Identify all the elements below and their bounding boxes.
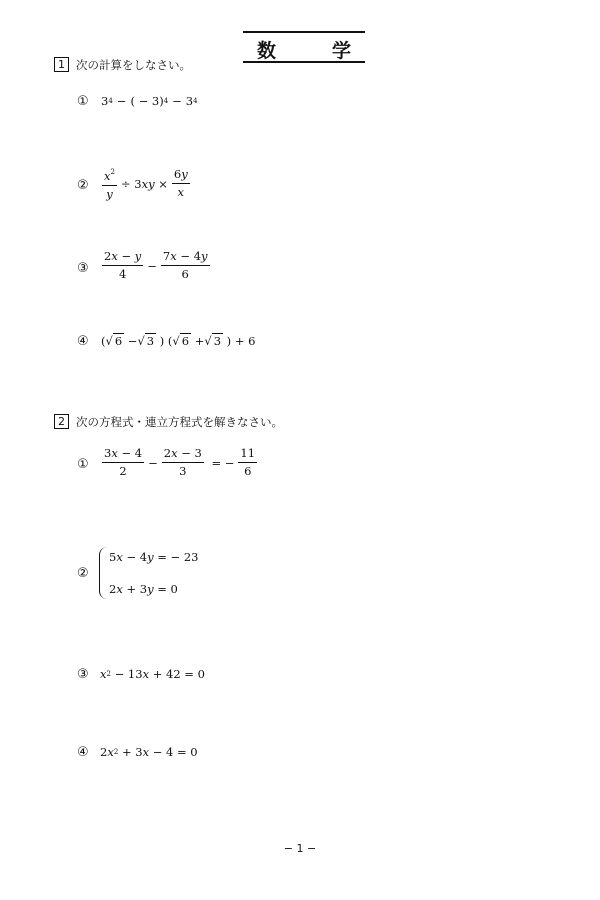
q1-problem-4-expression: ( √ 6 − √ 3 ) ( √ 6 + √ 3 ) + 6 xyxy=(101,334,256,348)
q2-problem-4-number: ④ xyxy=(77,745,89,760)
page-number: − 1 − xyxy=(283,842,317,855)
system-brace xyxy=(99,547,108,599)
q1-problem-3-number: ③ xyxy=(77,261,89,276)
q2-problem-3-expression: x 2 − 13 x + 42 = 0 xyxy=(100,667,205,681)
q2-problem-2-number: ② xyxy=(77,566,89,581)
q2-problem-2-equation-1: 5 x − 4 y = − 23 xyxy=(109,550,199,564)
question-1-instruction: 次の計算をしなさい。 xyxy=(76,58,191,72)
q1-problem-2-number: ② xyxy=(77,178,89,193)
page-title xyxy=(243,31,365,63)
title-char-1: 数 xyxy=(257,40,277,62)
q2-problem-2-equation-2: 2 x + 3 y = 0 xyxy=(109,582,178,596)
question-2-number: 2 xyxy=(54,414,69,429)
q2-problem-1-number: ① xyxy=(77,457,89,472)
q1-problem-1-number: ① xyxy=(77,94,89,109)
q1-problem-4-number: ④ xyxy=(77,334,89,349)
q1-problem-3-expression: $\frac{2x - y}{4}$ − $\frac{7x - 4y}{6}$ xyxy=(104,249,208,281)
question-2-instruction: 次の方程式・連立方程式を解きなさい。 xyxy=(76,415,283,429)
q2-problem-4-expression: 2 x 2 + 3 x − 4 = 0 xyxy=(100,745,198,759)
q2-problem-3-number: ③ xyxy=(77,667,89,682)
q1-problem-1-expression: 3 4 − ( − 3) 4 − 3 4 xyxy=(101,94,198,108)
question-1-number: 1 xyxy=(54,57,69,72)
q2-problem-1-expression: $\frac{3x - 4}{2}$ − $\frac{2x - 3}{3}$ = − $\frac{11}{6}$ xyxy=(104,446,256,478)
q1-problem-2-expression: $\frac{x^2}{y}$ ÷ 3 xy × $\frac{6y}{x}$ xyxy=(104,167,188,201)
title-char-2: 学 xyxy=(331,40,351,62)
